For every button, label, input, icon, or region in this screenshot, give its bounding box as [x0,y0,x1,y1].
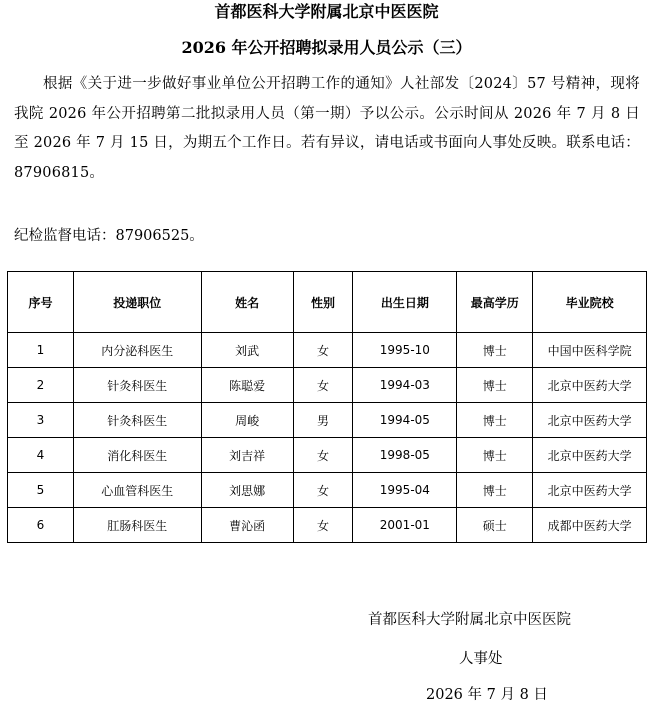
table-cell: 刘思娜 [201,473,293,508]
notice-body: 根据《关于进一步做好事业单位公开招聘工作的通知》人社部发〔2024〕57 号精神，现将我院 2026 年公开招聘第二批拟录用人员（第一期）予以公示。公示时间从 2026 年 7 月 8 日至 2026 年 7 月 15 日，为期五个工作日。若有异议，请电话或书面向人事处反映。联系电话：87906815。 [14,76,640,181]
signature-date: 2026 年 7 月 8 日 [426,687,548,703]
table-cell: 女 [293,473,353,508]
table-cell: 刘武 [201,333,293,368]
table-row [8,368,647,403]
table-cell: 3 [8,403,74,438]
table-cell: 北京中医药大学 [533,403,647,438]
table-cell: 1994-05 [353,403,457,438]
column-header: 姓名 [201,272,293,333]
table-cell: 女 [293,368,353,403]
table-cell: 男 [293,403,353,438]
table-cell: 1995-04 [353,473,457,508]
document-subtitle: 2026 年公开招聘拟录用人员公示（三） [181,38,472,57]
table-cell: 1998-05 [353,438,457,473]
table-cell: 女 [293,508,353,543]
signature-department: 人事处 [459,651,503,667]
table-cell: 成都中医药大学 [533,508,647,543]
table-cell: 北京中医药大学 [533,473,647,508]
table-row [8,403,647,438]
table-cell: 博士 [457,368,533,403]
table-cell: 曹沁函 [201,508,293,543]
column-header: 毕业院校 [533,272,647,333]
table-cell: 女 [293,438,353,473]
column-header: 序号 [8,272,74,333]
table-cell: 肛肠科医生 [73,508,201,543]
table-cell: 内分泌科医生 [73,333,201,368]
column-header: 出生日期 [353,272,457,333]
table-cell: 1994-03 [353,368,457,403]
table-cell: 针灸科医生 [73,403,201,438]
table-cell: 心血管科医生 [73,473,201,508]
table-cell: 博士 [457,403,533,438]
table-cell: 陈聪爱 [201,368,293,403]
table-cell: 2 [8,368,74,403]
supervision-phone: 纪检监督电话：87906525。 [14,228,204,244]
table-cell: 5 [8,473,74,508]
column-header: 最高学历 [457,272,533,333]
table-cell: 针灸科医生 [73,368,201,403]
table-cell: 周峻 [201,403,293,438]
table-cell: 硕士 [457,508,533,543]
column-header: 投递职位 [73,272,201,333]
table-row [8,473,647,508]
table-cell: 1995-10 [353,333,457,368]
table-cell: 博士 [457,438,533,473]
table-cell: 博士 [457,333,533,368]
table-cell: 1 [8,333,74,368]
table-cell: 中国中医科学院 [533,333,647,368]
table-row [8,333,647,368]
table-cell: 女 [293,333,353,368]
table-cell: 北京中医药大学 [533,368,647,403]
table-cell: 4 [8,438,74,473]
table-cell: 刘吉祥 [201,438,293,473]
signature-organization: 首都医科大学附属北京中医医院 [368,612,571,628]
table-header-row [8,272,647,333]
applicant-table [7,271,647,543]
table-cell: 北京中医药大学 [533,438,647,473]
document-title: 首都医科大学附属北京中医医院 [214,2,439,21]
table-cell: 博士 [457,473,533,508]
table-cell: 6 [8,508,74,543]
table-row [8,438,647,473]
table-cell: 2001-01 [353,508,457,543]
table-row [8,508,647,543]
table-cell: 消化科医生 [73,438,201,473]
column-header: 性别 [293,272,353,333]
